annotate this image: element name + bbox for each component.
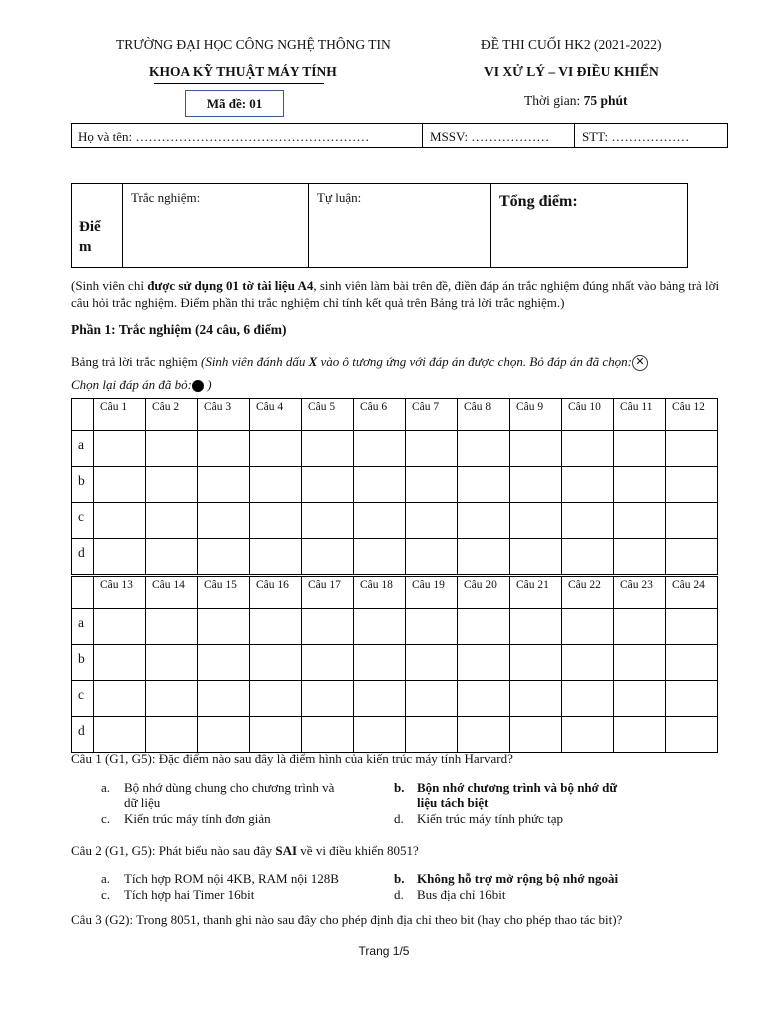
answer-cell[interactable] (250, 503, 302, 539)
option-row-label: d (72, 539, 94, 575)
table-note-b: vào ô tương ứng với đáp án được chọn. Bỏ đáp án đã chọn: (317, 354, 632, 369)
answer-cell[interactable] (198, 539, 250, 575)
option-row-label: b (72, 467, 94, 503)
q2-option-c-key: c. (101, 887, 111, 902)
question-column-header: Câu 11 (614, 399, 666, 431)
answer-row (72, 503, 718, 539)
page-number: Trang 1/5 (358, 944, 410, 958)
q1-option-a-key: a. (101, 780, 111, 795)
q1-option-b-line1: Bộn nhớ chương trình và bộ nhớ dữ (417, 780, 618, 795)
answer-row (72, 681, 718, 717)
exam-duration (524, 93, 628, 109)
answer-cell[interactable] (302, 431, 354, 467)
answer-cell[interactable] (198, 431, 250, 467)
answer-cell[interactable] (198, 645, 250, 681)
q2-option-d-key: d. (394, 887, 404, 902)
answer-cell[interactable] (562, 467, 614, 503)
answer-cell[interactable] (614, 717, 666, 753)
q1-option-b-key: b. (394, 780, 405, 795)
q2-option-d[interactable]: Bus địa chỉ 16bit (417, 887, 506, 902)
instr-text-bold: được sử dụng 01 tờ tài liệu A4 (147, 278, 314, 293)
answer-cell[interactable] (94, 503, 146, 539)
faculty-underline (154, 83, 324, 84)
answer-row (72, 539, 718, 575)
answer-cell[interactable] (562, 645, 614, 681)
q2-option-b[interactable]: Không hỗ trợ mở rộng bộ nhớ ngoài (417, 871, 619, 886)
answer-cell[interactable] (146, 539, 198, 575)
answer-cell[interactable] (406, 717, 458, 753)
answer-cell[interactable] (458, 717, 510, 753)
option-row-label: c (72, 681, 94, 717)
question-column-header: Câu 17 (302, 577, 354, 609)
score-label-line2: m (79, 239, 92, 255)
faculty-name: KHOA KỸ THUẬT MÁY TÍNH (149, 64, 337, 79)
question-column-header: Câu 9 (510, 399, 562, 431)
instructions-paragraph (71, 277, 731, 311)
question-column-header: Câu 15 (198, 577, 250, 609)
question-column-header: Câu 10 (562, 399, 614, 431)
name-field[interactable]: Họ và tên: ……………………………………………… (78, 129, 370, 144)
answer-cell[interactable] (562, 539, 614, 575)
answer-cell[interactable] (302, 467, 354, 503)
answer-cell[interactable] (666, 645, 718, 681)
q1-option-b[interactable] (417, 780, 617, 810)
q1-option-a[interactable] (124, 780, 334, 810)
option-row-label: a (72, 431, 94, 467)
table-corner-cell (72, 577, 94, 609)
question-column-header: Câu 24 (666, 577, 718, 609)
question-column-header: Câu 2 (146, 399, 198, 431)
q2-option-a[interactable]: Tích hợp ROM nội 4KB, RAM nội 128B (124, 871, 339, 886)
answer-cell[interactable] (250, 681, 302, 717)
time-value: 75 phút (583, 93, 628, 108)
answer-cell[interactable] (250, 539, 302, 575)
table-corner-cell (72, 399, 94, 431)
answer-cell[interactable] (302, 717, 354, 753)
answer-table-2 (71, 576, 718, 753)
question-1-text: Câu 1 (G1, G5): Đặc điểm nào sau đây là điểm hình của kiến trúc máy tính Harvard? (71, 751, 513, 766)
answer-cell[interactable] (198, 503, 250, 539)
question-column-header: Câu 23 (614, 577, 666, 609)
option-row-label: a (72, 609, 94, 645)
essay-score-label: Tự luận: (317, 190, 362, 205)
answer-cell[interactable] (198, 467, 250, 503)
table-note-c: Chọn lại đáp án đã bỏ: (71, 377, 192, 392)
answer-cell[interactable] (666, 681, 718, 717)
q1-option-a-line2: dữ liệu (124, 795, 161, 810)
answer-cell[interactable] (666, 467, 718, 503)
answer-cell[interactable] (666, 539, 718, 575)
q2-option-c[interactable]: Tích hợp hai Timer 16bit (124, 887, 255, 902)
q1-option-a-line1: Bộ nhớ dùng chung cho chương trình và (124, 780, 335, 795)
answer-cell[interactable] (562, 503, 614, 539)
answer-cell[interactable] (250, 717, 302, 753)
answer-cell[interactable] (302, 503, 354, 539)
answer-cell[interactable] (146, 645, 198, 681)
answer-cell[interactable] (666, 717, 718, 753)
answer-cell[interactable] (614, 431, 666, 467)
answer-cell[interactable] (146, 717, 198, 753)
answer-cell[interactable] (458, 503, 510, 539)
answer-cell[interactable] (250, 431, 302, 467)
answer-cell[interactable] (146, 681, 198, 717)
answer-cell[interactable] (146, 431, 198, 467)
answer-cell[interactable] (250, 467, 302, 503)
mc-score-label: Trắc nghiệm: (131, 190, 201, 205)
question-column-header: Câu 21 (510, 577, 562, 609)
answer-cell[interactable] (94, 539, 146, 575)
answer-row (72, 467, 718, 503)
q2-option-b-key: b. (394, 871, 405, 886)
answer-cell[interactable] (250, 609, 302, 645)
score-label (79, 217, 101, 257)
answer-cell[interactable] (94, 681, 146, 717)
answer-cell[interactable] (146, 503, 198, 539)
answer-cell[interactable] (666, 503, 718, 539)
question-column-header: Câu 20 (458, 577, 510, 609)
answer-cell[interactable] (406, 431, 458, 467)
question-column-header: Câu 5 (302, 399, 354, 431)
answer-cell[interactable] (94, 645, 146, 681)
answer-cell[interactable] (458, 431, 510, 467)
total-score-cell[interactable] (490, 184, 687, 267)
answer-cell[interactable] (510, 431, 562, 467)
answer-cell[interactable] (354, 645, 406, 681)
answer-cell[interactable] (406, 467, 458, 503)
option-row-label: b (72, 645, 94, 681)
answer-row (72, 717, 718, 753)
question-3-text: Câu 3 (G2): Trong 8051, thanh ghi nào sau đây cho phép định địa chỉ theo bit (hay cho phép thao tác bit)? (71, 912, 623, 927)
university-name: TRƯỜNG ĐẠI HỌC CÔNG NGHỆ THÔNG TIN (116, 37, 391, 52)
answer-cell[interactable] (562, 681, 614, 717)
table-instructions (71, 350, 741, 396)
student-info-row (71, 123, 728, 148)
answer-cell[interactable] (614, 681, 666, 717)
answer-cell[interactable] (406, 681, 458, 717)
exam-title: ĐỀ THI CUỐI HK2 (2021-2022) (481, 37, 662, 52)
answer-cell[interactable] (510, 467, 562, 503)
answer-cell[interactable] (510, 681, 562, 717)
answer-cell[interactable] (458, 609, 510, 645)
answer-cell[interactable] (458, 681, 510, 717)
question-column-header: Câu 13 (94, 577, 146, 609)
answer-cell[interactable] (406, 539, 458, 575)
answer-cell[interactable] (406, 503, 458, 539)
answer-cell[interactable] (510, 539, 562, 575)
answer-cell[interactable] (198, 717, 250, 753)
mc-score-cell[interactable] (122, 184, 310, 267)
answer-cell[interactable] (510, 503, 562, 539)
reselect-dot-icon (192, 380, 204, 392)
answer-cell[interactable] (666, 609, 718, 645)
mssv-field[interactable]: MSSV: ……………… (422, 124, 570, 147)
essay-score-cell[interactable] (308, 184, 491, 267)
question-column-header: Câu 14 (146, 577, 198, 609)
answer-row (72, 609, 718, 645)
answer-cell[interactable] (562, 717, 614, 753)
answer-cell[interactable] (94, 467, 146, 503)
answer-cell[interactable] (198, 609, 250, 645)
answer-cell[interactable] (614, 467, 666, 503)
cancel-mark-icon: ✕ (632, 355, 648, 371)
score-label-line1: Điể (79, 219, 101, 235)
score-box (71, 183, 688, 268)
total-score-label: Tổng điểm: (499, 193, 578, 210)
q1-option-c-key: c. (101, 811, 111, 826)
answer-cell[interactable] (614, 645, 666, 681)
answer-cell[interactable] (146, 609, 198, 645)
answer-cell[interactable] (302, 681, 354, 717)
question-column-header: Câu 12 (666, 399, 718, 431)
question-column-header: Câu 19 (406, 577, 458, 609)
question-column-header: Câu 6 (354, 399, 406, 431)
q1-option-d-key: d. (394, 811, 404, 826)
answer-cell[interactable] (614, 539, 666, 575)
question-2-text (71, 843, 419, 859)
answer-cell[interactable] (94, 717, 146, 753)
question-column-header: Câu 7 (406, 399, 458, 431)
table-note-x: X (308, 354, 318, 369)
answer-cell[interactable] (94, 431, 146, 467)
exam-code-box: Mã đề: 01 (185, 90, 284, 117)
question-column-header: Câu 4 (250, 399, 302, 431)
q1-option-b-line2: liệu tách biệt (417, 795, 489, 810)
q1-option-d[interactable]: Kiến trúc máy tính phức tạp (417, 811, 564, 826)
answer-cell[interactable] (666, 431, 718, 467)
q2-option-a-key: a. (101, 871, 111, 886)
answer-cell[interactable] (614, 609, 666, 645)
instr-text-2: , sinh viên làm bài trên đề, điền đáp án trắc nghiệm đúng nhất vào bảng trả lời câu hỏi trắc nghiệm. Điểm phần thi trắc nghiệm chỉ tính kết quả trên Bảng trả lời trắc nghiệm.) (71, 278, 720, 310)
answer-cell[interactable] (406, 645, 458, 681)
question-column-header: Câu 22 (562, 577, 614, 609)
stt-field[interactable]: STT: ……………… (574, 124, 722, 147)
answer-row (72, 645, 718, 681)
answer-cell[interactable] (354, 431, 406, 467)
option-row-label: d (72, 717, 94, 753)
table-note-end: ) (207, 377, 212, 392)
answer-cell[interactable] (510, 609, 562, 645)
answer-cell[interactable] (94, 609, 146, 645)
answer-cell[interactable] (198, 681, 250, 717)
time-label: Thời gian: (524, 93, 584, 108)
answer-cell[interactable] (250, 645, 302, 681)
question-column-header: Câu 18 (354, 577, 406, 609)
answer-cell[interactable] (354, 609, 406, 645)
answer-cell[interactable] (510, 645, 562, 681)
answer-cell[interactable] (562, 609, 614, 645)
question-column-header: Câu 3 (198, 399, 250, 431)
option-row-label: c (72, 503, 94, 539)
answer-cell[interactable] (562, 431, 614, 467)
answer-cell[interactable] (354, 503, 406, 539)
answer-cell[interactable] (302, 645, 354, 681)
q2-text-a: Câu 2 (G1, G5): Phát biểu nào sau đây (71, 843, 276, 858)
answer-cell[interactable] (510, 717, 562, 753)
table-label: Bảng trả lời trắc nghiệm (71, 354, 201, 369)
question-column-header: Câu 16 (250, 577, 302, 609)
q1-option-c[interactable]: Kiến trúc máy tính đơn giản (124, 811, 271, 826)
answer-cell[interactable] (354, 539, 406, 575)
answer-cell[interactable] (614, 503, 666, 539)
answer-cell[interactable] (354, 681, 406, 717)
answer-cell[interactable] (458, 539, 510, 575)
answer-cell[interactable] (406, 609, 458, 645)
subject-title: VI XỬ LÝ – VI ĐIỀU KHIỂN (484, 64, 659, 79)
answer-cell[interactable] (354, 467, 406, 503)
answer-cell[interactable] (302, 609, 354, 645)
answer-cell[interactable] (146, 467, 198, 503)
q2-text-bold: SAI (275, 843, 298, 858)
question-column-header: Câu 8 (458, 399, 510, 431)
table-note-a: (Sinh viên đánh dấu (200, 354, 309, 369)
part1-heading: Phần 1: Trắc nghiệm (24 câu, 6 điểm) (71, 322, 287, 337)
instr-text-1: (Sinh viên chỉ (71, 278, 148, 293)
answer-cell[interactable] (302, 539, 354, 575)
answer-row (72, 431, 718, 467)
answer-cell[interactable] (354, 717, 406, 753)
answer-cell[interactable] (458, 467, 510, 503)
answer-cell[interactable] (458, 645, 510, 681)
answer-table-1 (71, 398, 718, 575)
q2-text-c: về vi điều khiển 8051? (297, 843, 419, 858)
question-column-header: Câu 1 (94, 399, 146, 431)
